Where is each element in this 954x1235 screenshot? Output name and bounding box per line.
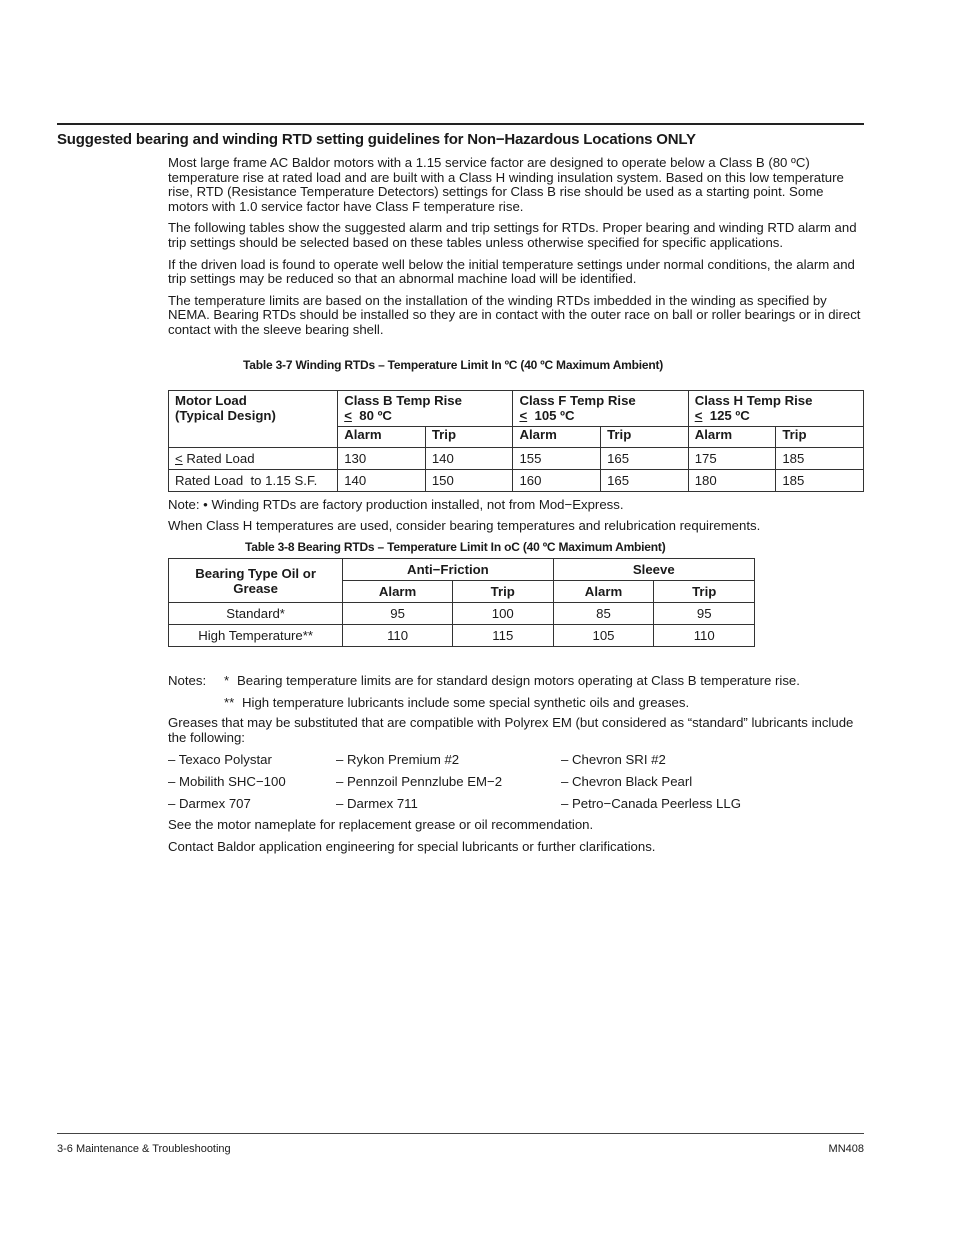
lubricant-item: – Mobilith SHC−100	[168, 774, 286, 789]
anti-friction-header: Anti−Friction	[343, 559, 553, 581]
winding-note: Note: • Winding RTDs are factory production installed, not from Mod−Express.	[168, 497, 624, 512]
group-limit: 80 ºC	[351, 408, 392, 423]
header-line: Motor Load	[175, 393, 247, 408]
value-cell: 140	[338, 470, 426, 492]
value-cell: 175	[688, 448, 776, 470]
trip-header: Trip	[776, 427, 864, 448]
lubricant-item: – Rykon Premium #2	[336, 752, 460, 767]
table-row	[169, 625, 755, 647]
section-heading: Suggested bearing and winding RTD setting guidelines for Non−Hazardous Locations ONLY	[57, 131, 696, 148]
paragraph: The temperature limits are based on the installation of the winding RTDs imbedded in the winding as specified by NEMA. Bearing RTDs should be installed so they are in contact with the outer race on ball or roller bearings or in direct contact with the sleeve bearing shell.	[168, 292, 861, 337]
lubricant-item: – Chevron Black Pearl	[561, 774, 693, 789]
load-label: Rated Load	[182, 451, 255, 466]
sleeve-header: Sleeve	[553, 559, 754, 581]
value-cell: 185	[776, 448, 864, 470]
value-cell: 165	[601, 470, 689, 492]
lubricant-item: – Darmex 707	[168, 796, 251, 811]
value-cell: 95	[654, 603, 755, 625]
lubricant-item: – Texaco Polystar	[168, 752, 272, 767]
bearing-rtd-table	[168, 558, 755, 647]
value-cell: 160	[513, 470, 601, 492]
lubricant-item: – Petro−Canada Peerless LLG	[561, 796, 741, 811]
value-cell: 115	[452, 625, 553, 647]
group-limit: 105 ºC	[527, 408, 575, 423]
class-h-header	[688, 391, 863, 427]
bearing-type-cell: Standard*	[169, 603, 343, 625]
table2-caption: Table 3-8 Bearing RTDs – Temperature Limit In oC (40 ºC Maximum Ambient)	[245, 540, 666, 554]
alarm-header: Alarm	[513, 427, 601, 448]
footer-section: 3-6 Maintenance & Troubleshooting	[57, 1143, 231, 1155]
group-name: Class F Temp Rise	[519, 393, 636, 408]
value-cell: 150	[425, 470, 513, 492]
value-cell: 110	[343, 625, 453, 647]
lubricant-item: – Chevron SRI #2	[561, 752, 666, 767]
table-row	[169, 470, 864, 492]
header-line: (Typical Design)	[175, 408, 276, 423]
alarm-header: Alarm	[343, 581, 453, 603]
trip-header: Trip	[452, 581, 553, 603]
alarm-header: Alarm	[688, 427, 776, 448]
value-cell: 85	[553, 603, 654, 625]
greases-intro: Greases that may be substituted that are compatible with Polyrex EM (but considered as “standard” lubricants include the following:	[168, 715, 854, 745]
paragraph: The following tables show the suggested alarm and trip settings for RTDs. Proper bearing and winding RTD alarm and trip settings should be selected based on these tables unless otherwise specified for specific applications.	[168, 220, 857, 250]
class-f-header	[513, 391, 688, 427]
trip-header: Trip	[425, 427, 513, 448]
class-b-header	[338, 391, 513, 427]
value-cell: 185	[776, 470, 864, 492]
value-cell: 110	[654, 625, 755, 647]
le-symbol: <	[519, 408, 528, 423]
note-star2: High temperature lubricants include some special synthetic oils and greases.	[242, 695, 690, 710]
le-symbol: <	[344, 408, 352, 423]
motor-load-header	[169, 391, 338, 448]
value-cell: 140	[425, 448, 513, 470]
group-limit: 125 ºC	[702, 408, 750, 423]
paragraph: Most large frame AC Baldor motors with a 1.15 service factor are designed to operate below a Class B (80 ºC) temperature rise at rated load and are built with a Class H winding insulation system. Based on this low temperature rise, RTD (Resistance Temperature Detectors) settings for Class B rise should be used as a starting point. Some motors with 1.0 service factor have Class F temperature rise.	[168, 155, 844, 214]
table-row	[169, 603, 755, 625]
load-label: Rated Load to 1.15 S.F.	[175, 473, 318, 488]
load-cell	[169, 448, 338, 470]
intro-paragraphs	[168, 156, 864, 345]
value-cell: 95	[343, 603, 453, 625]
value-cell: 155	[513, 448, 601, 470]
alarm-header: Alarm	[553, 581, 654, 603]
note-star1: Bearing temperature limits are for standard design motors operating at Class B temperature rise.	[237, 673, 800, 688]
value-cell: 130	[338, 448, 426, 470]
note-star-mark: *	[224, 673, 230, 688]
trip-header: Trip	[601, 427, 689, 448]
value-cell: 165	[601, 448, 689, 470]
le-symbol: <	[694, 408, 703, 423]
bearing-type-header: Bearing Type Oil or Grease	[169, 559, 343, 603]
le-symbol: <	[175, 451, 183, 466]
bearing-type-cell: High Temperature**	[169, 625, 343, 647]
lubricant-item: – Pennzoil Pennzlube EM−2	[336, 774, 503, 789]
paragraph: If the driven load is found to operate well below the initial temperature settings under normal conditions, the alarm and trip settings may be reduced so that an abnormal machine load will be identified.	[168, 256, 855, 287]
value-cell: 100	[452, 603, 553, 625]
footer-doc-id: MN408	[828, 1143, 864, 1155]
group-name: Class H Temp Rise	[694, 393, 813, 408]
top-rule	[57, 123, 864, 125]
bottom-rule	[57, 1133, 864, 1134]
value-cell: 180	[688, 470, 776, 492]
contact-note: Contact Baldor application engineering for special lubricants or further clarifications.	[168, 839, 656, 854]
note-star-mark: **	[224, 695, 235, 710]
winding-rtd-table	[168, 390, 864, 492]
trip-header: Trip	[654, 581, 755, 603]
table1-caption: Table 3-7 Winding RTDs – Temperature Limit In ºC (40 ºC Maximum Ambient)	[243, 358, 664, 372]
group-name: Class B Temp Rise	[344, 393, 462, 408]
nameplate-note: See the motor nameplate for replacement grease or oil recommendation.	[168, 817, 594, 832]
class-h-note: When Class H temperatures are used, consider bearing temperatures and relubrication requirements.	[168, 518, 761, 533]
alarm-header: Alarm	[338, 427, 426, 448]
lubricant-item: – Darmex 711	[336, 796, 418, 811]
table-row	[169, 448, 864, 470]
value-cell: 105	[553, 625, 654, 647]
load-cell	[169, 470, 338, 492]
notes-label: Notes:	[168, 673, 207, 688]
